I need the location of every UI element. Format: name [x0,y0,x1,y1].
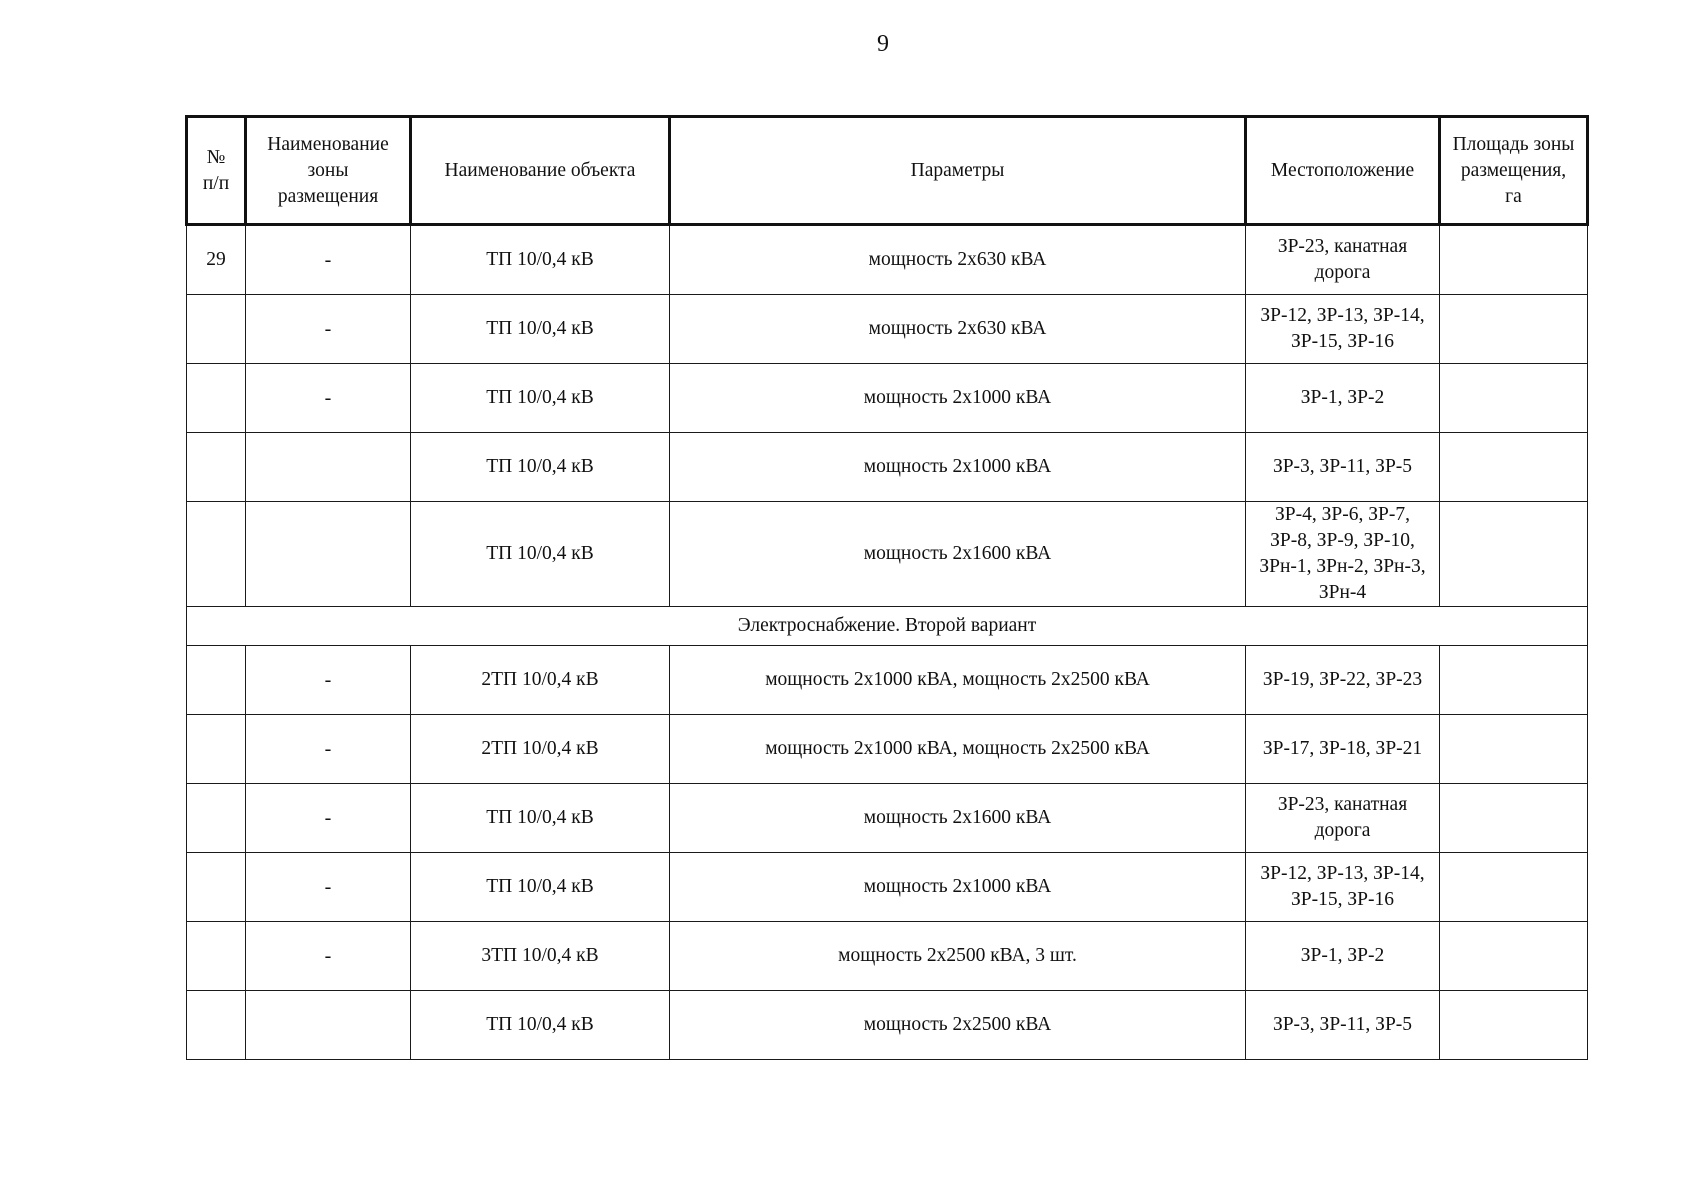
cell-num [187,295,246,364]
cell-zone: - [246,295,411,364]
cell-zone [246,502,411,607]
cell-location: ЗР-12, ЗР-13, ЗР-14, ЗР-15, ЗР-16 [1246,295,1440,364]
cell-object: ТП 10/0,4 кВ [411,225,670,295]
cell-num [187,433,246,502]
cell-location: ЗР-19, ЗР-22, ЗР-23 [1246,646,1440,715]
cell-num [187,646,246,715]
cell-params: мощность 2х1600 кВА [670,784,1246,853]
cell-location: ЗР-1, ЗР-2 [1246,922,1440,991]
cell-params: мощность 2х1000 кВА [670,433,1246,502]
cell-location: ЗР-1, ЗР-2 [1246,364,1440,433]
cell-area [1440,784,1588,853]
cell-num [187,715,246,784]
cell-location: ЗР-4, ЗР-6, ЗР-7, ЗР-8, ЗР-9, ЗР-10, ЗРн-1, ЗРн-2, ЗРн-3, ЗРн-4 [1246,502,1440,607]
cell-location: ЗР-17, ЗР-18, ЗР-21 [1246,715,1440,784]
cell-num [187,853,246,922]
cell-area [1440,991,1588,1060]
cell-num [187,922,246,991]
cell-location: ЗР-23, канатная дорога [1246,784,1440,853]
cell-location: ЗР-3, ЗР-11, ЗР-5 [1246,433,1440,502]
table-row [187,853,1588,922]
table-row [187,646,1588,715]
table-row [187,364,1588,433]
cell-num [187,364,246,433]
cell-zone [246,991,411,1060]
cell-num [187,991,246,1060]
cell-area [1440,295,1588,364]
cell-params: мощность 2х630 кВА [670,225,1246,295]
cell-area [1440,502,1588,607]
table-row [187,922,1588,991]
data-table [185,115,1589,1060]
header-location: Местоположение [1246,117,1440,225]
cell-location: ЗР-12, ЗР-13, ЗР-14, ЗР-15, ЗР-16 [1246,853,1440,922]
cell-params: мощность 2х1600 кВА [670,502,1246,607]
cell-object: ТП 10/0,4 кВ [411,433,670,502]
table-row [187,991,1588,1060]
cell-zone [246,433,411,502]
table-row [187,784,1588,853]
cell-zone: - [246,225,411,295]
cell-zone: - [246,715,411,784]
cell-area [1440,225,1588,295]
cell-object: ТП 10/0,4 кВ [411,784,670,853]
cell-params: мощность 2х1000 кВА [670,364,1246,433]
cell-params: мощность 2х1000 кВА, мощность 2х2500 кВА [670,646,1246,715]
header-num: № п/п [187,117,246,225]
cell-params: мощность 2х630 кВА [670,295,1246,364]
cell-object: 2ТП 10/0,4 кВ [411,715,670,784]
cell-num [187,502,246,607]
cell-zone: - [246,922,411,991]
cell-object: ТП 10/0,4 кВ [411,502,670,607]
section-title: Электроснабжение. Второй вариант [187,607,1588,646]
header-zone: Наименование зоны размещения [246,117,411,225]
table-row [187,433,1588,502]
cell-zone: - [246,646,411,715]
cell-params: мощность 2х2500 кВА, 3 шт. [670,922,1246,991]
cell-object: ТП 10/0,4 кВ [411,853,670,922]
table-row [187,225,1588,295]
cell-area [1440,853,1588,922]
header-params: Параметры [670,117,1246,225]
header-area: Площадь зоны размещения, га [1440,117,1588,225]
section-row [187,607,1588,646]
cell-area [1440,922,1588,991]
header-object: Наименование объекта [411,117,670,225]
cell-zone: - [246,364,411,433]
cell-params: мощность 2х1000 кВА, мощность 2х2500 кВА [670,715,1246,784]
page-number: 9 [877,31,889,57]
cell-object: ТП 10/0,4 кВ [411,364,670,433]
cell-num: 29 [187,225,246,295]
cell-area [1440,715,1588,784]
cell-params: мощность 2х2500 кВА [670,991,1246,1060]
cell-object: ТП 10/0,4 кВ [411,295,670,364]
cell-location: ЗР-3, ЗР-11, ЗР-5 [1246,991,1440,1060]
cell-object: 3ТП 10/0,4 кВ [411,922,670,991]
table-header-row [187,117,1588,225]
cell-num [187,784,246,853]
cell-area [1440,364,1588,433]
cell-params: мощность 2х1000 кВА [670,853,1246,922]
cell-object: 2ТП 10/0,4 кВ [411,646,670,715]
cell-location: ЗР-23, канатная дорога [1246,225,1440,295]
table-row [187,715,1588,784]
table-row [187,295,1588,364]
cell-area [1440,646,1588,715]
table-row [187,502,1588,607]
cell-area [1440,433,1588,502]
cell-object: ТП 10/0,4 кВ [411,991,670,1060]
cell-zone: - [246,853,411,922]
cell-zone: - [246,784,411,853]
